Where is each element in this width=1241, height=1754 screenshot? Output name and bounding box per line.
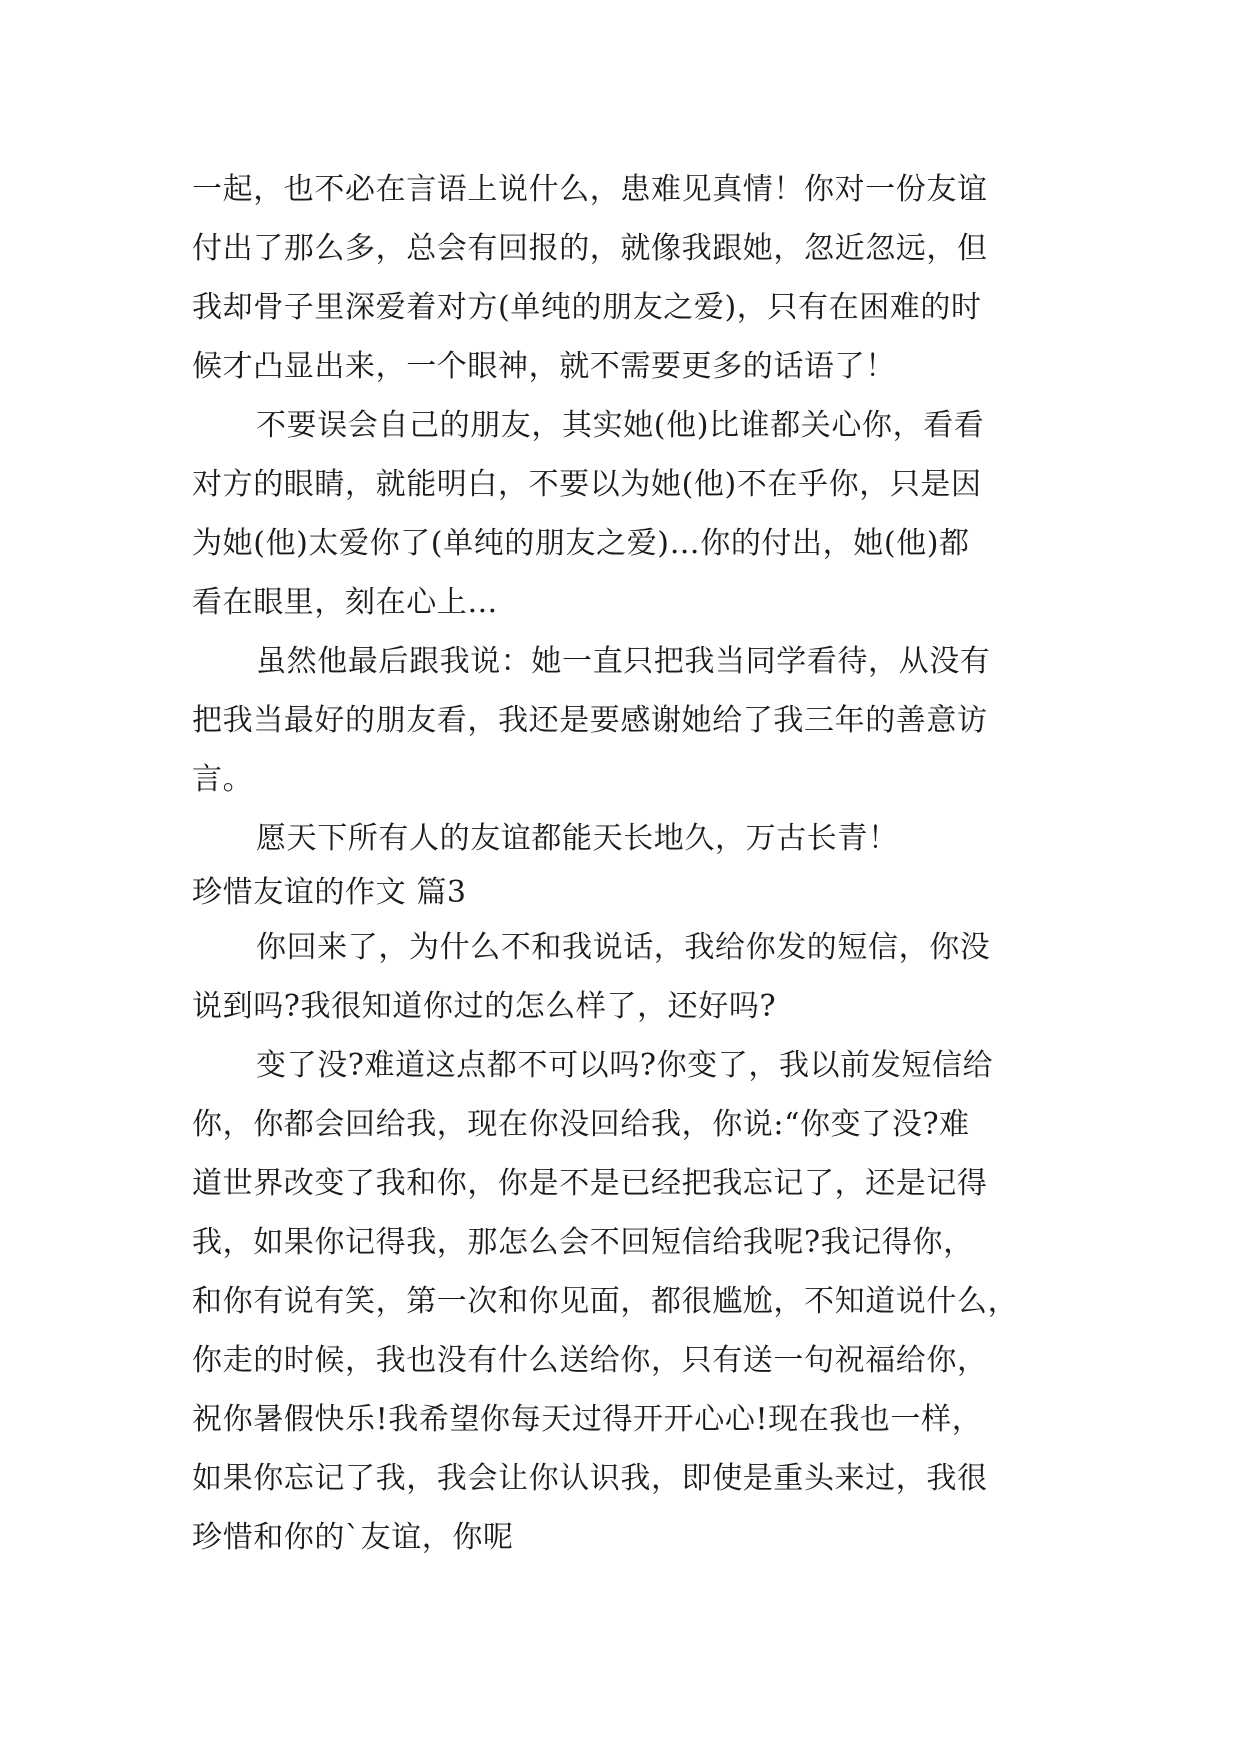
- text-line: 如果你忘记了我，我会让你认识我，即使是重头来过，我很: [192, 1461, 988, 1496]
- text-line: 对方的眼睛，就能明白，不要以为她(他)不在乎你，只是因: [192, 467, 982, 502]
- section-heading: 珍惜友谊的作文 篇3: [192, 875, 467, 910]
- text-line: 你走的时候，我也没有什么送给你，只有送一句祝福给你，: [192, 1343, 988, 1378]
- text-line: 你回来了，为什么不和我说话，我给你发的短信，你没: [256, 930, 991, 965]
- text-line: 一起，也不必在言语上说什么，患难见真情！你对一份友谊: [192, 172, 988, 207]
- text-line: 候才凸显出来，一个眼神，就不需要更多的话语了！: [192, 349, 896, 384]
- text-line: 把我当最好的朋友看，我还是要感谢她给了我三年的善意访: [192, 703, 988, 738]
- text-line: 愿天下所有人的友谊都能天长地久，万古长青！: [256, 821, 899, 856]
- text-line: 和你有说有笑，第一次和你见面，都很尴尬，不知道说什么，: [192, 1284, 1019, 1319]
- text-line: 为她(他)太爱你了(单纯的朋友之爱)…你的付出，她(他)都: [192, 526, 970, 561]
- paragraph: [192, 809, 1052, 868]
- text-line: 看在眼里，刻在心上…: [192, 585, 498, 620]
- text-line: 珍惜和你的`友谊，你呢: [192, 1520, 514, 1555]
- text-line: 付出了那么多，总会有回报的，就像我跟她，忽近忽远，但: [192, 231, 988, 266]
- paragraph: [192, 918, 1052, 1036]
- paragraph: [192, 1036, 1052, 1567]
- text-line: 说到吗?我很知道你过的怎么样了，还好吗?: [192, 989, 777, 1024]
- paragraph: [192, 632, 1052, 809]
- text-line: 我却骨子里深爱着对方(单纯的朋友之爱)，只有在困难的时: [192, 290, 982, 325]
- text-line: 道世界改变了我和你，你是不是已经把我忘记了，还是记得: [192, 1166, 988, 1201]
- paragraph: [192, 160, 1052, 396]
- text-line: 你，你都会回给我，现在你没回给我，你说:“你变了没?难: [192, 1107, 970, 1142]
- text-line: 祝你暑假快乐!我希望你每天过得开开心心!现在我也一样，: [192, 1402, 983, 1437]
- text-line: 我，如果你记得我，那怎么会不回短信给我呢?我记得你，: [192, 1225, 974, 1260]
- text-line: 言。: [192, 762, 254, 797]
- text-line: 虽然他最后跟我说：她一直只把我当同学看待，从没有: [256, 644, 991, 679]
- text-line: 不要误会自己的朋友，其实她(他)比谁都关心你，看看: [256, 408, 985, 443]
- text-line: 变了没?难道这点都不可以吗?你变了，我以前发短信给: [256, 1048, 994, 1083]
- paragraph: [192, 396, 1052, 632]
- document-body: [192, 160, 1052, 1567]
